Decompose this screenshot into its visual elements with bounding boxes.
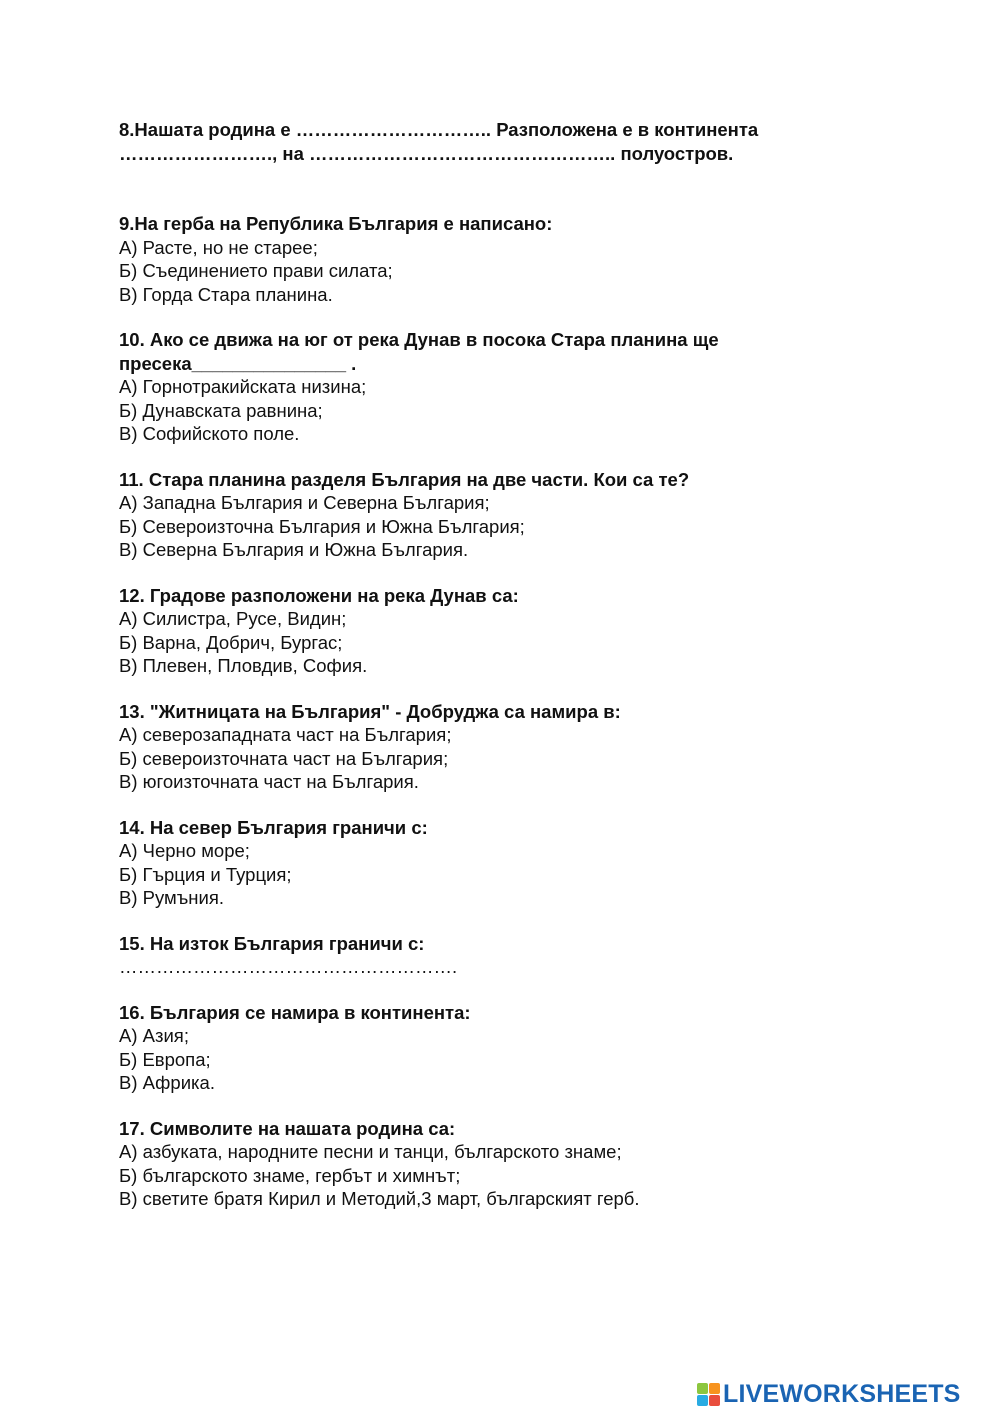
- logo-square-red: [709, 1395, 720, 1406]
- question-16: [119, 1001, 859, 1095]
- question-9-title: 9.На герба на Република България е написано:: [119, 213, 553, 234]
- question-11-title: 11. Стара планина разделя България на две части. Кои са те?: [119, 468, 690, 490]
- question-12: [119, 584, 859, 678]
- question-9-option-c: В) Горда Стара планина.: [119, 283, 333, 305]
- question-17: [119, 1117, 859, 1211]
- question-14-option-b: Б) Гърция и Турция;: [119, 863, 292, 885]
- question-13-title: 13. "Житницата на България" - Добруджа са намира в:: [119, 700, 621, 722]
- question-12-option-b: Б) Варна, Добрич, Бургас;: [119, 631, 343, 653]
- question-9-option-a: А) Расте, но не старее;: [119, 236, 318, 258]
- question-17-option-a: А) азбуката, народните песни и танци, българското знаме;: [119, 1141, 622, 1162]
- question-10-option-b: Б) Дунавската равнина;: [119, 399, 323, 421]
- question-14-option-c: В) Румъния.: [119, 887, 225, 908]
- question-16-option-c: В) Африка.: [119, 1072, 215, 1093]
- liveworksheets-logo[interactable]: [697, 1379, 961, 1409]
- question-14: [119, 816, 859, 910]
- question-10: [119, 328, 859, 446]
- question-17-title: 17. Символите на нашата родина са:: [119, 1117, 456, 1139]
- question-17-option-b: Б) българското знаме, гербът и химнът;: [119, 1164, 461, 1186]
- question-16-title: 16. България се намира в континента:: [119, 1001, 471, 1023]
- question-15-title: 15. На изток България граничи с:: [119, 932, 425, 954]
- question-11-option-c: В) Северна България и Южна България.: [119, 539, 469, 560]
- question-10-title-line-2: пресека_______________ .: [119, 352, 357, 374]
- question-8: [119, 118, 859, 165]
- question-9-option-b: Б) Съединението прави силата;: [119, 260, 393, 281]
- question-17-option-c: В) светите братя Кирил и Методий,3 март, българският герб.: [119, 1188, 640, 1209]
- logo-square-green: [697, 1383, 708, 1394]
- question-8-line-1: 8.Нашата родина е ………………………….. Разположена е в континента: [119, 119, 759, 140]
- question-16-option-b: Б) Европа;: [119, 1048, 211, 1070]
- question-14-title: 14. На север България граничи с:: [119, 816, 428, 838]
- question-15-answer-line: ……………………………………………….: [119, 956, 458, 977]
- question-11-option-b: Б) Североизточна България и Южна България;: [119, 515, 525, 537]
- question-8-line-2: ……………………., на ………………………………………….. полуостров.: [119, 142, 734, 164]
- question-11: [119, 468, 859, 562]
- logo-square-blue: [697, 1395, 708, 1406]
- question-13-option-c: В) югоизточната част на България.: [119, 771, 419, 792]
- liveworksheets-logo-text: LIVEWORKSHEETS: [723, 1379, 961, 1408]
- question-10-option-a: А) Горнотракийската низина;: [119, 376, 367, 397]
- question-12-option-c: В) Плевен, Пловдив, София.: [119, 655, 368, 676]
- question-14-option-a: А) Черно море;: [119, 840, 250, 861]
- question-9: [119, 212, 859, 306]
- question-12-title: 12. Градове разположени на река Дунав са:: [119, 584, 519, 606]
- logo-square-orange: [709, 1383, 720, 1394]
- question-13: [119, 700, 859, 794]
- question-11-option-a: А) Западна България и Северна България;: [119, 492, 490, 513]
- question-10-option-c: В) Софийското поле.: [119, 423, 300, 444]
- question-13-option-a: А) северозападната част на България;: [119, 724, 452, 745]
- question-15: [119, 932, 859, 979]
- question-13-option-b: Б) североизточната част на България;: [119, 747, 449, 769]
- worksheet: [119, 118, 859, 1211]
- question-10-title-line-1: 10. Ако се движа на юг от река Дунав в посока Стара планина ще: [119, 329, 719, 350]
- liveworksheets-logo-icon: [697, 1383, 720, 1406]
- question-12-option-a: А) Силистра, Русе, Видин;: [119, 608, 347, 629]
- question-16-option-a: А) Азия;: [119, 1025, 189, 1046]
